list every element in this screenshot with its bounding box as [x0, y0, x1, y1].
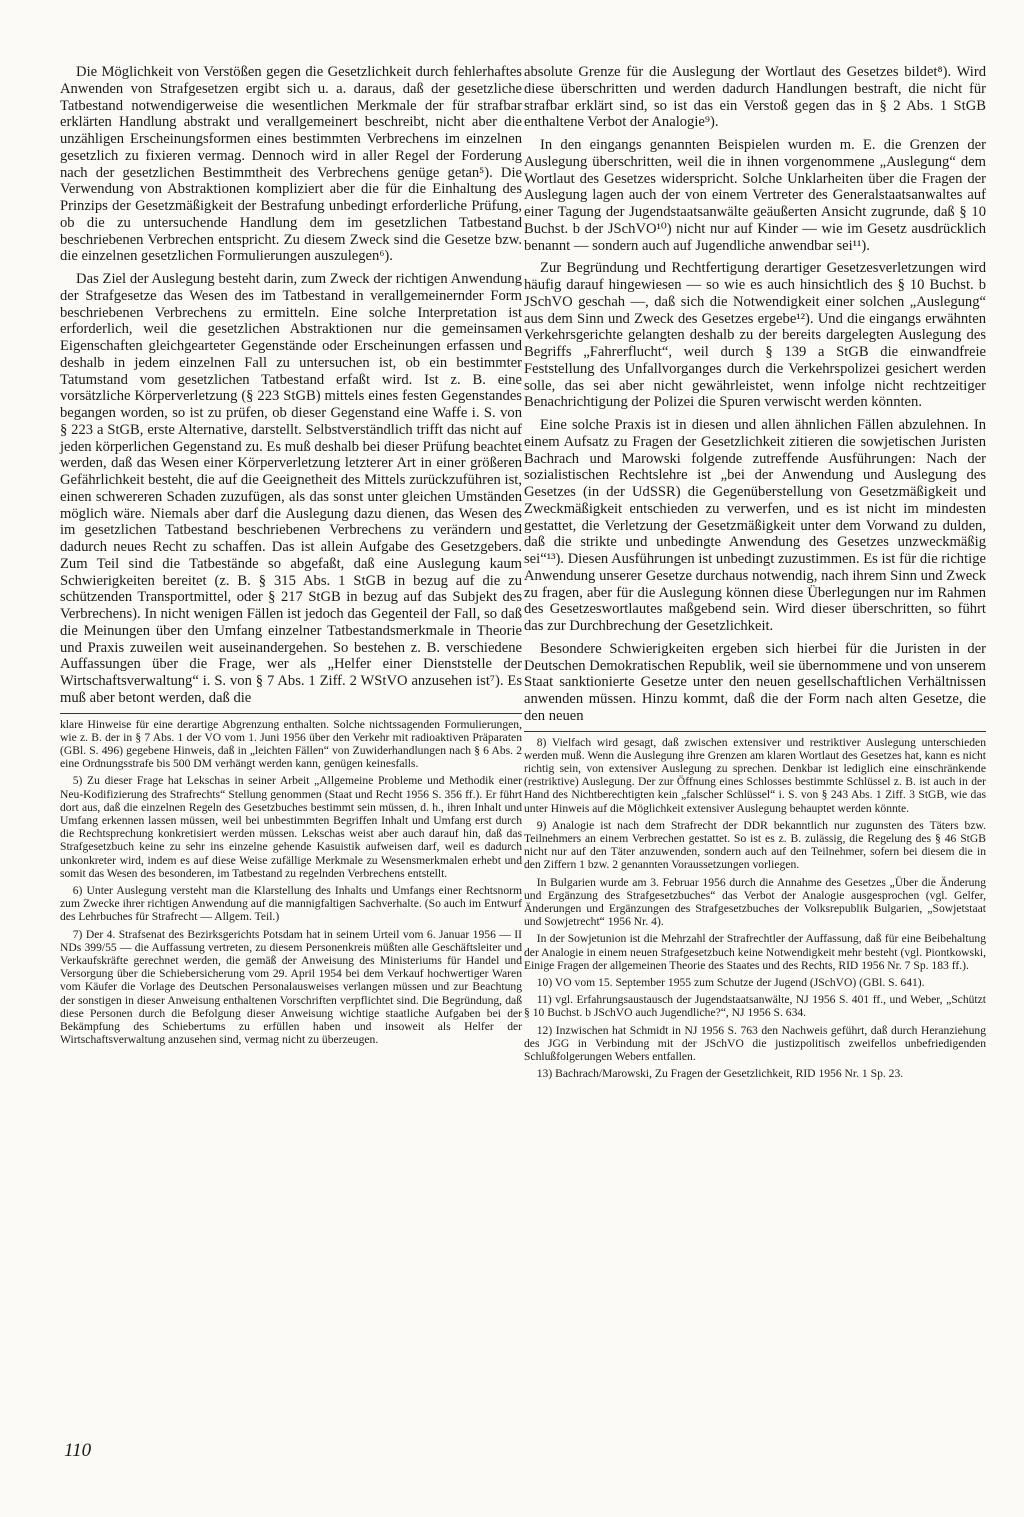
footnotes-right	[524, 736, 986, 1081]
right-column	[524, 64, 986, 1080]
footnote-divider	[60, 713, 522, 714]
body-paragraph: Das Ziel der Auslegung besteht darin, zum Zweck der richtigen Anwendung der Strafgesetze das Wesen des im Tatbestand in verallgemeinernder Form beschriebenen Verbrechens zu ermitteln. Eine solche Interpretation ist erforderlich, weil die gesetzlichen Abstraktionen nur die gemeinsamen Eigenschaften gleichgearteter Gegenstände oder Erscheinungen erfassen und deshalb in jedem einzelnen Fall zu untersuchen ist, ob ein bestimmter Tatumstand vom gesetzlichen Tatbestand erfaßt wird. Ist z. B. eine vorsätzliche Körperverletzung (§ 223 StGB) mittels eines festen Gegenstandes begangen worden, so ist zu prüfen, ob dieser Gegenstand eine Waffe i. S. von § 223 a StGB, erste Alternative, darstellt. Selbstverständlich trifft das nicht auf jeden körperlichen Gegenstand zu. Es muß deshalb bei dieser Prüfung beachtet werden, daß das Wesen einer Körperverletzung letzterer Art in einer größeren Gefährlichkeit besteht, die auf die Geeignetheit des Mittels zurückzuführen ist, einen schwereren Schaden zuzufügen, als das sonst unter gleichen Umständen möglich wäre. Niemals aber darf die Auslegung dazu dienen, das Wesen des im gesetzlichen Tatbestand beschriebenen Verbrechens zu verändern und dadurch neues Recht zu schaffen. Das ist allein Aufgabe des Gesetzgebers. Zum Teil sind die Tatbestände so abgefaßt, daß eine Auslegung kaum Schwierigkeiten bereitet (z. B. § 315 Abs. 1 StGB in bezug auf die zu schützenden Transportmittel, oder § 217 StGB in bezug auf das Subjekt des Verbrechens). In nicht wenigen Fällen ist jedoch das Gegenteil der Fall, so daß die Meinungen über den Umfang einzelner Tatbestandsmerkmale in Theorie und Praxis zuweilen weit auseinandergehen. So bestehen z. B. verschiedene Auffassungen über die Frage, wer als „Helfer einer Dienststelle der Wirtschaftsverwaltung“ i. S. von § 7 Abs. 1 Ziff. 2 WStVO anzusehen ist⁷). Es muß aber betont werden, daß die	[60, 271, 522, 706]
body-paragraph: absolute Grenze für die Auslegung der Wortlaut des Gesetzes bildet⁸). Wird diese überschritten und werden dadurch Handlungen bestraft, die nicht für strafbar erklärt sind, so ist das ein Verstoß gegen das in § 2 Abs. 1 StGB enthaltene Verbot der Analogie⁹).	[524, 64, 986, 131]
footnote: klare Hinweise für eine derartige Abgrenzung enthalten. Solche nichtssagenden Formulierungen, wie z. B. der in § 7 Abs. 1 der VO vom 1. Juni 1956 über den Verkehr mit radioaktiven Präparaten (GBl. S. 496) gegebene Hinweis, daß in „leichten Fällen“ von Zuwiderhandlungen nach § 6 Abs. 2 eine Ordnungsstrafe bis 500 DM verhängt werden kann, genügen keinesfalls.	[60, 717, 522, 771]
footnote: 10) VO vom 15. September 1955 zum Schutze der Jugend (JSchVO) (GBl. S. 641).	[536, 975, 925, 989]
footnote: In Bulgarien wurde am 3. Februar 1956 durch die Annahme des Gesetzes „Über die Änderung und Ergänzung des Strafgesetzbuches“ das Verbot der Analogie ausgesprochen (vgl. Gelfer, Änderungen und Ergänzungen des Strafgesetzbuches der Volksrepublik Bulgarien, „Sowjetstaat und Sowjetrecht“ 1956 Nr. 4).	[524, 875, 986, 929]
body-paragraph: Besondere Schwierigkeiten ergeben sich hierbei für die Juristen in der Deutschen Demokratischen Republik, weil sie übernommene und von unserem Staat sanktionierte Gesetze unter den neuen gesellschaftlichen Verhältnissen anwenden müssen. Hinzu kommt, daß die der Form nach alten Gesetze, die den neuen	[524, 640, 986, 724]
body-paragraph: In den eingangs genannten Beispielen wurden m. E. die Grenzen der Auslegung überschritten, weil die in ihnen vorgenommene „Auslegung“ dem Wortlaut des Gesetzes widerspricht. Solche Unklarheiten über die Fragen der Auslegung lagen auch der von einem Vertreter des Generalstaatsanwaltes auf einer Tagung der Jugendstaatsanwälte geäußerten Ansicht zugrunde, daß § 10 Buchst. b der JSchVO¹⁰) nicht nur auf Kinder — wie im Gesetz ausdrücklich benannt — sondern auch auf Jugendliche anwendbar sei¹¹).	[524, 137, 986, 254]
footnote: 8) Vielfach wird gesagt, daß zwischen extensiver und restriktiver Auslegung unterschieden werden muß. Wenn die Auslegung ihre Grenzen am klaren Wortlaut des Gesetzes hat, kann es nicht richtig sein, von extensiver Auslegung zu sprechen. Denkbar ist lediglich eine einschränkende (restriktive) Auslegung. Der zur Öffnung eines Schlosses bestimmte Schlüssel z. B. ist auch in der Hand des Nichtberechtigten kein „falscher Schlüssel“ i. S. von § 243 Abs. 1 Ziff. 3 StGB, wie das unter Hinweis auf die Möglichkeit extensiver Auslegung behauptet werden könnte.	[524, 735, 986, 815]
footnote: 13) Bachrach/Marowski, Zu Fragen der Gesetzlichkeit, RID 1956 Nr. 1 Sp. 23.	[536, 1067, 904, 1081]
body-paragraph: Die Möglichkeit von Verstößen gegen die Gesetzlichkeit durch fehlerhaftes Anwenden von Strafgesetzen ergibt sich u. a. daraus, daß der gesetzliche Tatbestand notwendigerweise die wesentlichen Merkmale der für strafbar erklärten Handlung abstrakt und verallgemeinert beschreibt, nicht aber die unzähligen Erscheinungsformen eines bestimmten Verbrechens im einzelnen gesetzlich zu fixieren vermag. Dennoch wird in aller Regel der Forderung nach der gesetzlichen Bestimmtheit des Verbrechens genüge getan⁵). Die Verwendung von Abstraktionen kompliziert aber die für die Einhaltung des Prinzips der Gesetzmäßigkeit der Bestrafung unbedingt erforderliche Prüfung, ob die zu untersuchende Handlung dem im gesetzlichen Tatbestand beschriebenen Verbrechen entspricht. Zu diesem Zweck sind die Gesetze bzw. die einzelnen gesetzlichen Formulierungen auszulegen⁶).	[60, 64, 522, 265]
footnote: 9) Analogie ist nach dem Strafrecht der DDR bekanntlich nur zugunsten des Täters bzw. Teilnehmers an einem Verbrechen gestattet. So ist es z. B. zulässig, die Regelung des § 46 StGB nicht nur auf den Täter anzuwenden, sondern auch auf den Teilnehmer, sofern bei diesem die in den Ziffern 1 bzw. 2 genannten Voraussetzungen vorliegen.	[524, 818, 986, 872]
footnotes-left	[60, 718, 522, 1047]
footnote-divider	[524, 731, 986, 732]
body-paragraph: Eine solche Praxis ist in diesen und allen ähnlichen Fällen abzulehnen. In einem Aufsatz zu Fragen der Gesetzlichkeit zitieren die sowjetischen Juristen Bachrach und Marowski folgende zutreffende Ausführungen: Nach der sozialistischen Rechtslehre ist „bei der Anwendung und Auslegung des Gesetzes (in der UdSSR) die Gegenüberstellung von Gesetzmäßigkeit und Zweckmäßigkeit entschieden zu verwerfen, und es ist nicht im mindesten gestattet, die Verletzung der Gesetzmäßigkeit unter dem Vorwand zu dulden, daß die strikte und unbedingte Anwendung des Gesetzes unzweckmäßig sei“¹³). Diesen Ausführungen ist unbedingt zuzustimmen. Es ist für die richtige Anwendung unserer Gesetze durchaus notwendig, nach ihrem Sinn und Zweck zu fragen, aber für die Auslegung können diese Überlegungen nur im Rahmen des Gesetzeswortlautes maßgebend sein. Wird dieser überschritten, so führt das zur Durchbrechung der Gesetzlichkeit.	[524, 417, 986, 634]
footnote: 5) Zu dieser Frage hat Lekschas in seiner Arbeit „Allgemeine Probleme und Methodik einer Neu-Kodifizierung des Strafrechts“ Stellung genommen (Staat und Recht 1956 S. 356 ff.). Er führt dort aus, daß die einzelnen Regeln des Gesetzbuches bestimmt sein müssen, d. h., ihren Inhalt und Umfang erkennen lassen müssen, weil bei unbestimmten Begriffen Inhalt und Umfang erst durch die Rechtsprechung konkretisiert werden müssen. Lekschas weist aber auch darauf hin, daß das Strafgesetzbuch keine zu sehr ins einzelne gehende Kasuistik aufweisen darf, weil es dadurch unkonkreter wird, indem es auf diese Weise zufällige Merkmale zu Wesensmerkmalen erhebt und somit das Wesen des besonderen, im Tatbestand zu regelnden Verbrechens entstellt.	[60, 774, 522, 880]
body-paragraph: Zur Begründung und Rechtfertigung derartiger Gesetzesverletzungen wird häufig darauf hingewiesen — so wie es auch hinsichtlich des § 10 Buchst. b JSchVO geschah —, daß sich die Notwendigkeit einer solchen „Auslegung“ aus dem Sinn und Zweck des Gesetzes ergebe¹²). Und die eingangs erwähnten Verkehrsgerichte gelangten deshalb zu der bereits dargelegten Auslegung des Begriffs „Fahrerflucht“, weil durch § 139 a StGB die einwandfreie Feststellung des Unfallvorganges durch die Verkehrspolizei gesichert werden solle, das sei aber nicht gewährleistet, wenn infolge nicht rechtzeitiger Benachrichtigung der Polizei die Spuren verwischt werden könnten.	[524, 260, 986, 411]
footnote: 12) Inzwischen hat Schmidt in NJ 1956 S. 763 den Nachweis geführt, daß durch Heranziehung des JGG in Verbindung mit der JSchVO die justizpolitisch zweifellos unbefriedigenden Schlußfolgerungen Webers entfallen.	[524, 1023, 986, 1063]
footnote: 6) Unter Auslegung versteht man die Klarstellung des Inhalts und Umfangs einer Rechtsnorm zum Zwecke ihrer richtigen Anwendung auf die mannigfaltigen Sachverhalte. (So auch im Entwurf des Lehrbuches für Strafrecht — Allgem. Teil.)	[60, 883, 522, 924]
footnote: 11) vgl. Erfahrungsaustausch der Jugendstaatsanwälte, NJ 1956 S. 401 ff., und Weber, „Schützt § 10 Buchst. b JSchVO auch Jugendliche?“, NJ 1956 S. 634.	[524, 993, 986, 1020]
page-number: 110	[64, 1440, 92, 1461]
footnote: 7) Der 4. Strafsenat des Bezirksgerichts Potsdam hat in seinem Urteil vom 6. Januar 1956 — II NDs 399/55 — die Auffassung vertreten, zu diesem Personenkreis müßten alle Geschäftsleiter und Verkaufskräfte gerechnet werden, die gemäß der Anweisung des Ministeriums für Handel und Versorgung über die Schiebersicherung vom 29. April 1954 bei dem Verkauf hochwertiger Waren vom Käufer die Vorlage des Deutschen Personalausweises verlangen müssen und zur Beachtung der sonstigen in dieser Anweisung enthaltenen Vorschriften verpflichtet sind. Die Begründung, daß diese Personen durch die Befolgung dieser Anweisung wichtige staatliche Aufgaben bei der Bekämpfung des Schiebertums zu erfüllen haben und insoweit als Helfer der Wirtschaftsverwaltung anzusehen sind, vermag nicht zu überzeugen.	[60, 927, 522, 1047]
footnote: In der Sowjetunion ist die Mehrzahl der Strafrechtler der Auffassung, daß für eine Beibehaltung der Analogie in einem neuen Strafgesetzbuch keine Notwendigkeit mehr besteht (vgl. Piontkowski, Einige Fragen der allgemeinen Theorie des Staates und des Rechts, RID 1956 Nr. 7 Sp. 183 ff.).	[524, 932, 986, 972]
left-column	[60, 64, 522, 1046]
